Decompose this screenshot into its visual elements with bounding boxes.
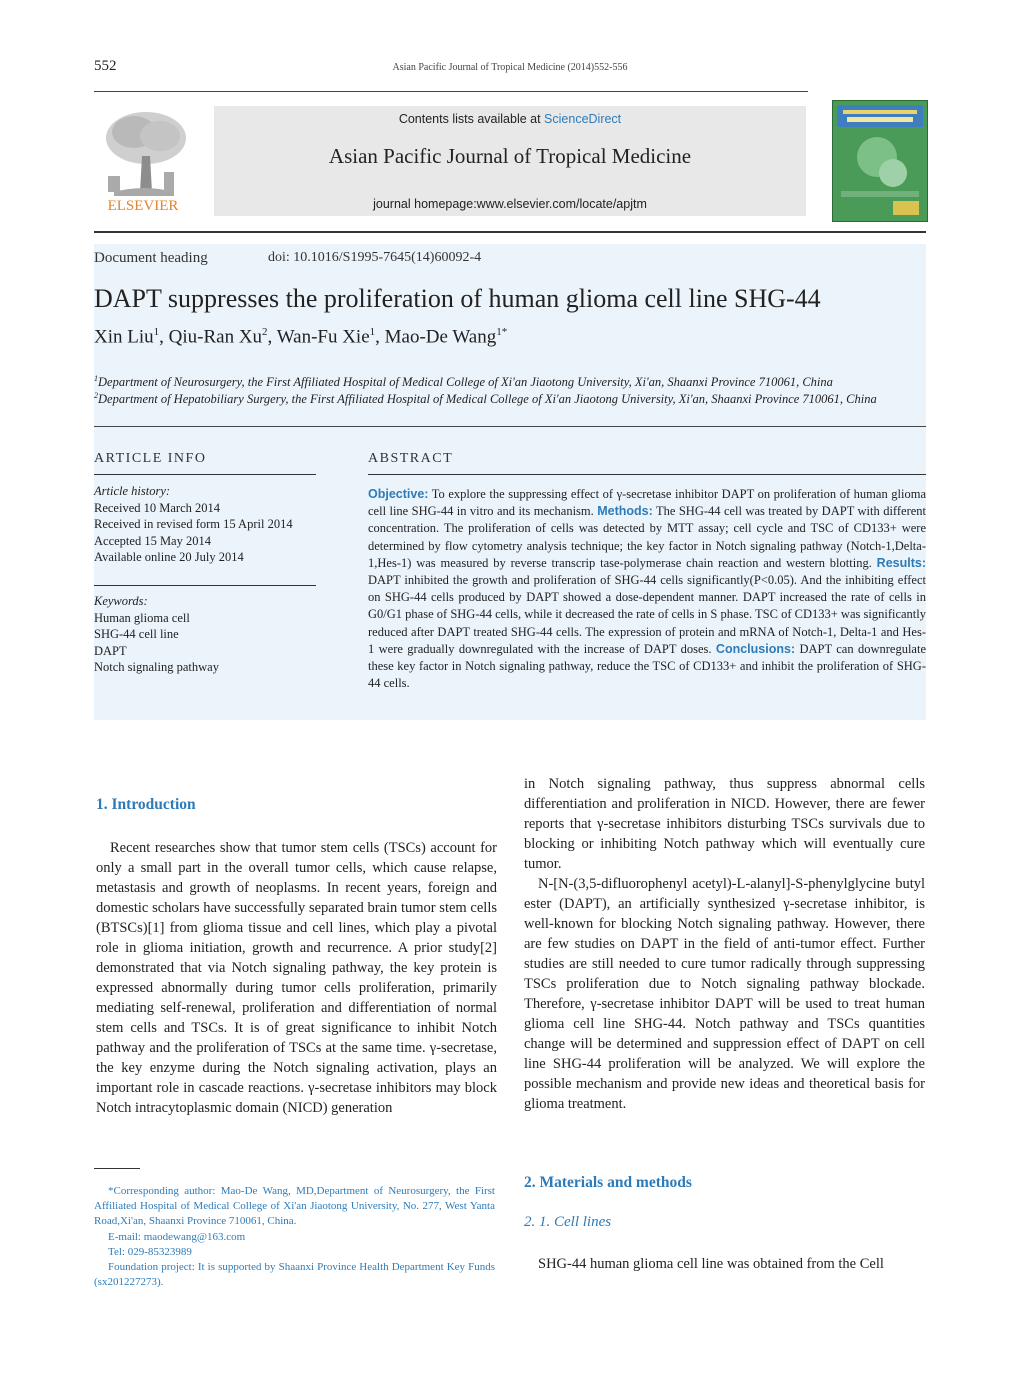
author-affil-mark: 1 <box>369 326 376 338</box>
elsevier-tree-logo-icon <box>94 106 192 214</box>
document-heading: Document heading <box>94 250 208 266</box>
contents-line: Contents lists available at ScienceDirect <box>398 112 622 126</box>
keyword: SHG-44 cell line <box>94 627 179 641</box>
cell-lines-paragraph: SHG-44 human glioma cell line was obtained from the Cell <box>538 1256 884 1272</box>
author-name: Mao-De Wang <box>384 326 497 348</box>
footnote-rule <box>94 1168 140 1169</box>
header-rule <box>94 91 808 92</box>
elsevier-wordmark: ELSEVIER <box>107 198 179 214</box>
article-title: DAPT suppresses the proliferation of human glioma cell line SHG-44 <box>94 284 821 313</box>
introduction-heading: 1. Introduction <box>96 796 196 813</box>
keyword: Human glioma cell <box>94 610 190 625</box>
journal-banner <box>214 106 806 216</box>
tel-note: Tel: 029-85323989 <box>108 1245 192 1258</box>
author-list: Xin Liu$^1$, Qiu-Ran Xu$^2$, Wan-Fu Xie$^1$, Mao-De Wang$^{1*}$ <box>94 326 508 348</box>
email-note: E-mail: maodewang@163.com <box>108 1230 246 1243</box>
journal-cover-thumbnail-icon <box>832 100 928 222</box>
author-name: Xin Liu <box>94 326 154 348</box>
cell-lines-subheading: 2. 1. Cell lines <box>524 1214 612 1230</box>
front-matter-rule <box>94 426 926 427</box>
methods-heading: 2. Materials and methods <box>524 1174 692 1191</box>
article-history: Article history: Received 10 March 2014 Received in revised form 15 April 2014 Accepted 15 May 2014 Available online 20 July 2014 <box>94 484 293 564</box>
keyword: DAPT <box>94 643 127 658</box>
running-head: Asian Pacific Journal of Tropical Medicine (2014)552-556 <box>392 62 628 73</box>
right-column-text: in Notch signaling pathway, thus suppress abnormal cells differentiation and proliferation in NICD. However, there are fewer reports that γ-secretase inhibitors disturbing TSCs survivals due to blocking or inhibiting Notch pathway which will eventually cure tumor. N-[N-(3,5-difluorophenyl acetyl)-L-alanyl]-S-phenylglycine butyl ester (DAPT), an artificially synthesized γ-secretase inhibitor, is well-known for blocking Notch signaling pathway. However, there are few studies on DAPT in the field of anti-tumor effect. Further studies are still needed to cure tumor radically through suppressing TSCs proliferation due to Notch signaling pathway blockade. Therefore, γ-secretase inhibitor DAPT will be used to treat human glioma cell line SHG-44. Notch pathway and TSCs quantities change will be determined and suppression effect of DAPT on cell line SHG-44 proliferation will be analyzed. We will explore the possible mechanism and provide new ideas and theoretical basis for glioma treatment. <box>524 776 925 1112</box>
author-affil-mark: 1 <box>153 326 160 338</box>
author-affil-mark: 1* <box>496 326 508 338</box>
banner-bottom-rule <box>94 231 926 233</box>
abstract-rule <box>368 474 926 475</box>
funding-note: Foundation project: It is supported by Shaanxi Province Health Department Key Funds (sx201227273). <box>94 1261 495 1289</box>
journal-title: Asian Pacific Journal of Tropical Medicine <box>328 144 692 168</box>
keywords: Keywords: Human glioma cell SHG-44 cell line DAPT Notch signaling pathway <box>94 593 316 676</box>
article-info-rule <box>94 474 316 475</box>
introduction-paragraph: Recent researches show that tumor stem cells (TSCs) account for only a small part in the overall tumor cells, which cause relapse, metastasis and growth of neoplasms. In recent years, foreign and domestic scholars have successfully separated brain tumor stem cells (BTSCs)[1] from glioma tissue and cell lines, which play a pivotal role in glioma initiation, growth and recurrence. A prior study[2] demonstrated that via Notch signaling pathway, the key protein is expressed abnormally during tumor cells proliferation, primarily mediating self-renewal, proliferation and differentiation of normal stem cells and TSCs. It is of great significance to inhibit Notch pathway and the proliferation of TSCs at the same time. γ-secretase, the key enzyme during the Notch signaling activation, plays an important role in cascade reactions. γ-secretase inhibitors may block Notch intracytoplasmic domain (NICD) generation <box>96 840 497 1116</box>
abstract-heading: ABSTRACT <box>368 451 454 466</box>
abstract-text: Objective: To explore the suppressing effect of γ-secretase inhibitor DAPT on proliferation of human glioma cell line SHG-44 in vitro and its mechanism. Methods: The SHG-44 cell was treated by DAPT with different concentration. The proliferation of cells was detected by MTT assay; cell cycle and TSC of CD133+ were determined by flow cytometry analysis technique; the key factor in Notch signaling pathway (Notch-1,Delta-1,Hes-1) was measured by reverse transcrip tase-polymerase chain reaction and western blotting. Results: DAPT inhibited the growth and proliferation of SHG-44 cells significantly(P<0.05). And the inhibiting effect on SHG-44 cells produced by DAPT showed a dose-dependent manner. DAPT increased the rate of cells in G0/G1 phase of SHG-44 cells, while it decreased the rate of cells in S phase. TSC of CD133+ was significantly reduced after DAPT treated SHG-44 cells. The expression of protein and mRNA of Notch-1, Delta-1 and Hes-1 were gradually downregulated with the increase of DAPT doses. Conclusions: DAPT can downregulate these key factor in Notch signaling pathway, reduce the TSC of CD133+ and inhibit the proliferation of SHG-44 cells. <box>368 487 927 691</box>
author-affil-mark: 2 <box>262 326 268 338</box>
affiliation-1: $^1$Department of Neurosurgery, the First Affiliated Hospital of Medical College of Xi'an Jiaotong University, Xi'an, Shaanxi Province 710061, China <box>94 374 833 390</box>
history-rule <box>94 585 316 586</box>
keyword: Notch signaling pathway <box>94 660 219 674</box>
author-name: Wan-Fu Xie <box>276 326 370 348</box>
affiliation-2: $^2$Department of Hepatobiliary Surgery, the First Affiliated Hospital of Medical College of Xi'an Jiaotong University, Xi'an, Shaanxi Province 710061, China <box>94 391 877 407</box>
doi[interactable]: doi: 10.1016/S1995-7645(14)60092-4 <box>268 250 482 265</box>
author-name: Qiu-Ran Xu <box>168 326 263 348</box>
journal-homepage[interactable]: journal homepage:www.elsevier.com/locate/apjtm <box>373 197 647 211</box>
page-number: 552 <box>94 58 117 74</box>
footnotes <box>94 1184 495 1290</box>
sciencedirect-link[interactable]: ScienceDirect <box>544 112 622 126</box>
corresponding-author-note: *Corresponding author: Mao-De Wang, MD,Department of Neurosurgery, the First Affiliated Hospital of Medical College of Xi'an Jiaotong University, No. 277, West Yanta Road,Xi'an, Shaanxi Province 710061, China. <box>94 1185 495 1228</box>
article-info-heading: ARTICLE INFO <box>94 451 207 466</box>
